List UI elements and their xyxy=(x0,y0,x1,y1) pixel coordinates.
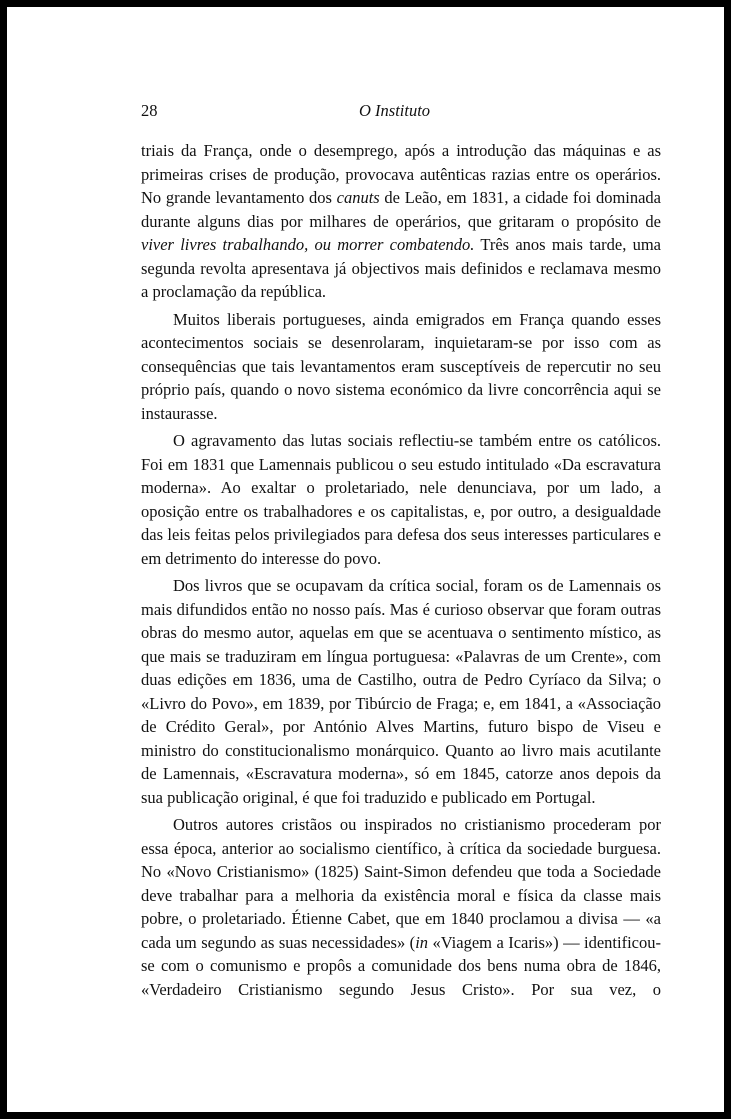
paragraph xyxy=(141,308,661,426)
paragraph xyxy=(141,429,661,570)
italic-run: in xyxy=(415,932,429,952)
text-run: triais da França, onde o desemprego, após a introdução das máquinas e as primeiras crises de produção, provocava autênticas razias entre os operários. No grande levantamento dos xyxy=(141,141,661,207)
italic-run: canuts xyxy=(336,188,380,207)
book-page xyxy=(7,7,724,1112)
text-run: Dos livros que se ocupavam da crítica social, foram os de Lamennais os mais difundidos então no nosso país. Mas é curioso observar que foram outras obras do mesmo autor, aquelas em que se acentuava o sentimento místico, as que mais se traduziram em língua portuguesa: «Palavras de um Crente», com duas edições em 1836, uma de Castilho, outra de Pedro Cyríaco da Silva; o «Livro do Povo», em 1839, por Tibúrcio de Fraga; e, em 1841, a «Associação de Crédito Geral», por António Alves Martins, futuro bispo de Viseu e ministro do constitucionalismo monárquico. Quanto ao livro mais acutilante de Lamennais, «Escravatura moderna», só em 1845, catorze anos depois da sua publicação original, é que foi traduzido e publicado em Portugal. xyxy=(141,576,661,807)
paragraph xyxy=(141,139,661,304)
running-title: O Instituto xyxy=(359,101,431,120)
text-run: de Leão, em 1831, a cidade foi dominada durante alguns dias por milhares de operários, que gritaram o propósito de xyxy=(141,188,662,231)
text-run: Três anos mais tarde, uma segunda revolta apresentava já objectivos mais definidos e reclamava mesmo a proclamação da república. xyxy=(141,235,661,301)
page-header xyxy=(141,101,661,125)
italic-run: viver livres trabalhando, ou morrer combatendo. xyxy=(141,235,475,254)
text-run: Muitos liberais portugueses, ainda emigrados em França quando esses acontecimentos sociais se desenrolaram, inquietaram-se por isso com as consequências que tais levantamentos eram susceptíveis de repercutir no seu próprio país, quando o novo sistema económico da livre concorrência aqui se instaurasse. xyxy=(141,309,661,423)
page-number: 28 xyxy=(141,101,158,120)
text-run: «Viagem a Icaris») — identificou-se com o comunismo e propôs a comunidade dos bens numa obra de 1846, «Verdadeiro Cristianismo segundo Jesus Cristo». Por sua vez, o xyxy=(141,932,661,999)
paragraph xyxy=(141,574,661,809)
body-text xyxy=(141,139,661,1001)
text-run: Outros autores cristãos ou inspirados no cristianismo procederam por essa época, anterior ao socialismo científico, à crítica da sociedade burguesa. No «Novo Cristianismo» (1825) Saint-Simon defendeu que toda a Sociedade deve trabalhar para a melhoria da existência moral e física da classe mais pobre, o proletariado. Étienne Cabet, que em 1840 proclamou a divisa — «a cada um segundo as suas necessidades» ( xyxy=(141,815,661,952)
text-run: O agravamento das lutas sociais reflectiu-se também entre os católicos. Foi em 1831 que Lamennais publicou o seu estudo intitulado «Da escravatura moderna». Ao exaltar o proletariado, nele denunciava, por um lado, a oposição entre os trabalhadores e os capitalistas, e, por outro, a desigualdade das leis feitas pelos privilegiados para defesa dos seus interesses particulares e em detrimento do interesse do povo. xyxy=(141,431,661,568)
paragraph xyxy=(141,813,661,1001)
